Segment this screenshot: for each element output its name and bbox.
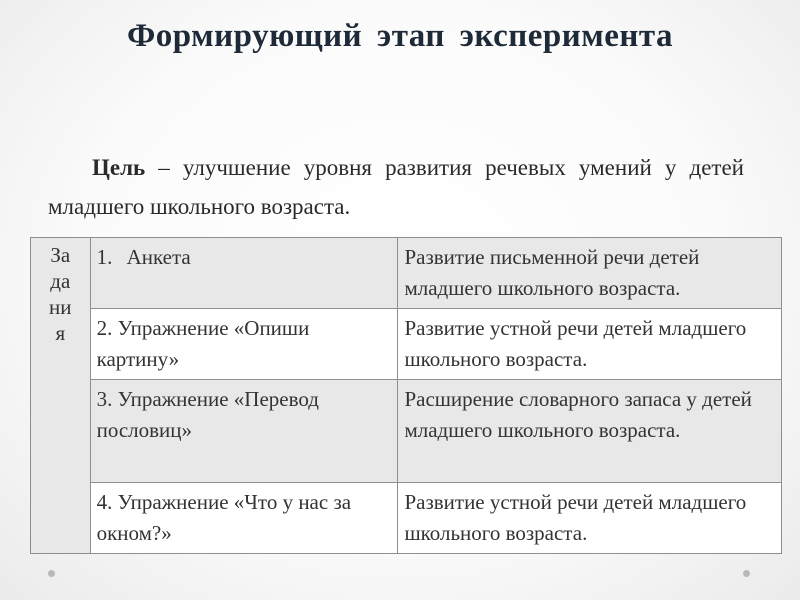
side-label-part: За (50, 243, 71, 267)
slide-title: Формирующий этап эксперимента (126, 18, 674, 54)
purpose-cell: Расширение словарного запаса у детей младшего школьного возраста. (398, 380, 782, 483)
table-row (31, 238, 782, 309)
tasks-table (30, 237, 782, 554)
table-row (31, 483, 782, 554)
table-row (31, 380, 782, 483)
decorative-dot-right (743, 570, 750, 577)
goal-text: – улучшение уровня развития речевых умений у детей младшего школьного возраста. (48, 155, 744, 219)
task-cell: 2. Упражнение «Опиши картину» (90, 309, 398, 380)
side-label-part: да (50, 269, 71, 293)
side-label-part: ни (49, 295, 72, 319)
goal-label: Цель (92, 155, 146, 180)
purpose-cell: Развитие устной речи детей младшего школьного возраста. (398, 309, 782, 380)
side-label-part: я (55, 321, 66, 345)
purpose-cell: Развитие устной речи детей младшего школьного возраста. (398, 483, 782, 554)
task-cell (90, 238, 398, 309)
task-cell: 3. Упражнение «Перевод пословиц» (90, 380, 398, 483)
task-text: Анкета (126, 245, 191, 269)
decorative-dot-left (48, 570, 55, 577)
goal-paragraph (48, 148, 744, 226)
tasks-side-label (31, 238, 91, 554)
task-cell: 4. Упражнение «Что у нас за окном?» (90, 483, 398, 554)
purpose-cell: Развитие письменной речи детей младшего школьного возраста. (398, 238, 782, 309)
task-number: 1. (96, 245, 113, 269)
table-row (31, 309, 782, 380)
